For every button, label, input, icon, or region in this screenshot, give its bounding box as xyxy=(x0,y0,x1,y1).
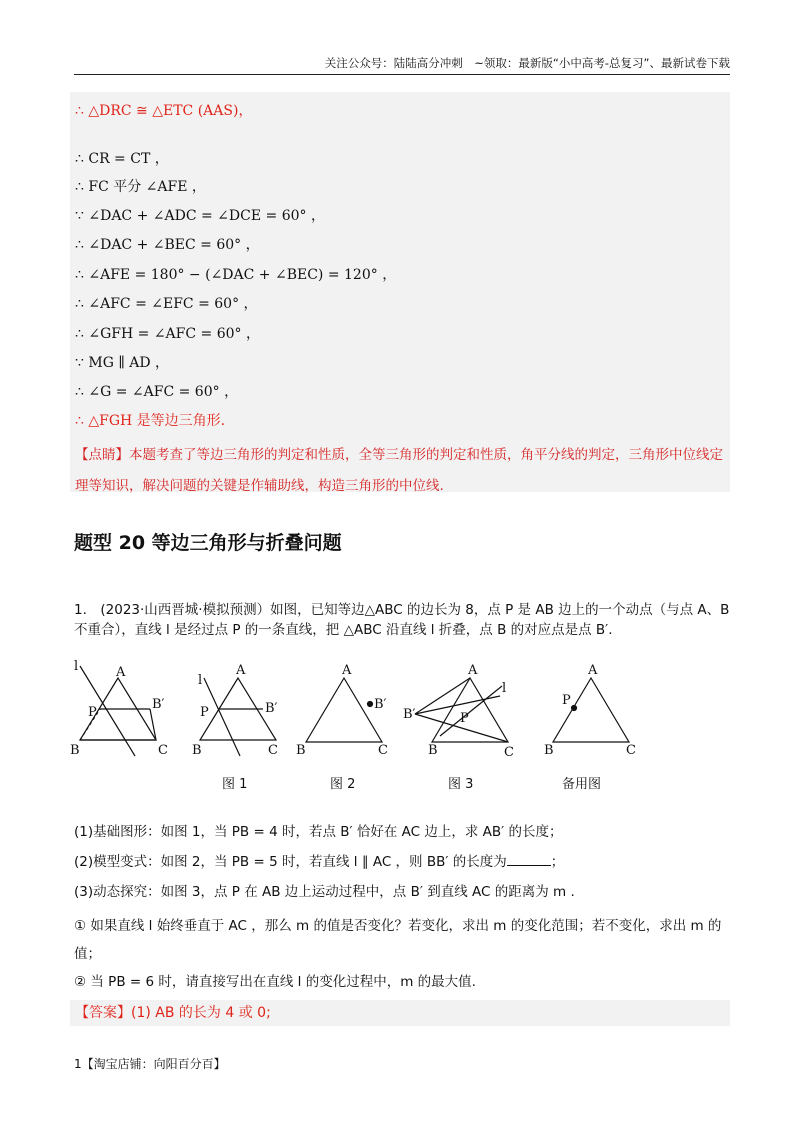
solution-block xyxy=(70,92,730,492)
fig2-label-l: l xyxy=(198,673,203,688)
question-3: (3)动态探究：如图 3，点 P 在 AB 边上运动过程中，点 B′ 到直线 AC 的距离为 m . xyxy=(74,884,575,900)
fig4-label-P: P xyxy=(460,711,469,726)
figure-caption: 图 3 xyxy=(448,777,474,792)
fig3-label-A: A xyxy=(342,663,352,678)
solution-line: ∴ △DRC ≅ △ETC (AAS)， xyxy=(75,103,253,119)
page-header: 关注公众号：陆陆高分冲刺 ~领取：最新版“小中高考-总复习”、最新试卷下载 xyxy=(74,54,730,75)
problem-intro: 1. (2023·山西晋城·模拟预测）如图，已知等边△ABC 的边长为 8，点 P 是 AB 边上的一个动点（与点 A、B 不重合），直线 l 是经过点 P 的一条直线，把 △ABC 沿直线 l 折叠，点 B 的对应点是点 B′. xyxy=(74,602,730,638)
figure-3 xyxy=(306,678,382,742)
fig1-label-l: l xyxy=(74,659,79,674)
figure-caption: 备用图 xyxy=(562,777,602,792)
question-1: (1)基础图形：如图 1，当 PB = 4 时，若点 B′ 恰好在 AC 边上，求 AB′ 的长度； xyxy=(74,824,563,840)
section-title: 题型 20 等边三角形与折叠问题 xyxy=(74,532,342,554)
page-footer: 1【淘宝店铺：向阳百分百】 xyxy=(74,1057,226,1071)
fig5-label-C: C xyxy=(626,743,636,758)
solution-line: ∵ ∠DAC + ∠ADC = ∠DCE = 60° ， xyxy=(75,208,325,224)
fig3-label-Bp: B′ xyxy=(374,697,387,712)
solution-line: ∴ △FGH 是等边三角形. xyxy=(75,413,226,429)
fig5-label-A: A xyxy=(588,663,598,678)
question-2-end: ； xyxy=(550,854,565,870)
figure-caption: 图 2 xyxy=(330,777,356,792)
fig3-label-C: C xyxy=(378,743,388,758)
fig1-label-B: B xyxy=(70,743,80,758)
fig2-label-C: C xyxy=(268,743,278,758)
answer-blank xyxy=(507,853,551,866)
fig1-label-P: P xyxy=(88,705,97,720)
fig4-label-C: C xyxy=(504,745,514,760)
solution-line: ∵ MG ∥ AD ， xyxy=(75,355,170,371)
fig4-label-l: l xyxy=(502,681,507,696)
solution-line: ∴ ∠G = ∠AFC = 60° ， xyxy=(75,384,239,400)
question-3a: ① 如果直线 l 始终垂直于 AC ，那么 m 的值是否变化？若变化，求出 m 的变化范围；若不变化，求出 m 的值； xyxy=(74,918,722,962)
fig5-label-P: P xyxy=(562,693,571,708)
question-3b: ② 当 PB = 6 时，请直接写出在直线 l 的变化过程中，m 的最大值. xyxy=(74,974,476,990)
fig1-label-C: C xyxy=(158,743,168,758)
solution-line: ∴ ∠AFC = ∠EFC = 60° ， xyxy=(75,296,258,312)
solution-line: ∴ ∠GFH = ∠AFC = 60° ， xyxy=(75,326,260,342)
question-2-text: (2)模型变式：如图 2，当 PB = 5 时，若直线 l ∥ AC ，则 BB′ 的长度为 xyxy=(74,854,507,870)
figure-2 xyxy=(200,678,276,756)
solution-line: ∴ CR = CT ， xyxy=(75,151,169,167)
fig5-label-B: B xyxy=(544,743,554,758)
answer-text: 【答案】(1) AB 的长为 4 或 0; xyxy=(75,1005,271,1021)
fig2-label-Bp: B′ xyxy=(265,701,278,716)
figure-4 xyxy=(415,678,508,742)
figure-5 xyxy=(553,678,629,742)
fig2-label-P: P xyxy=(200,705,209,720)
solution-line: ∴ ∠AFE = 180° − (∠DAC + ∠BEC) = 120° ， xyxy=(75,267,397,283)
question-2 xyxy=(74,852,734,872)
dianjing-note: 【点睛】本题考查了等边三角形的判定和性质，全等三角形的判定和性质，角平分线的判定，三角形中位线定理等知识，解决问题的关键是作辅助线，构造三角形的中位线. xyxy=(75,447,723,494)
fig4-label-B: B xyxy=(428,743,438,758)
fig1-label-Bp: B′ xyxy=(152,697,165,712)
fig2-label-A: A xyxy=(236,663,246,678)
answer-block xyxy=(70,1000,730,1026)
fig2-label-B: B xyxy=(192,743,202,758)
fig4-label-A: A xyxy=(468,663,478,678)
fig1-label-A: A xyxy=(116,665,126,680)
fig4-label-Bp: B′ xyxy=(403,707,416,722)
fig3-label-B: B xyxy=(296,743,306,758)
solution-line: ∴ FC 平分 ∠AFE ， xyxy=(75,179,206,195)
solution-line: ∴ ∠DAC + ∠BEC = 60° ， xyxy=(75,237,260,253)
figure-caption: 图 1 xyxy=(222,777,248,792)
